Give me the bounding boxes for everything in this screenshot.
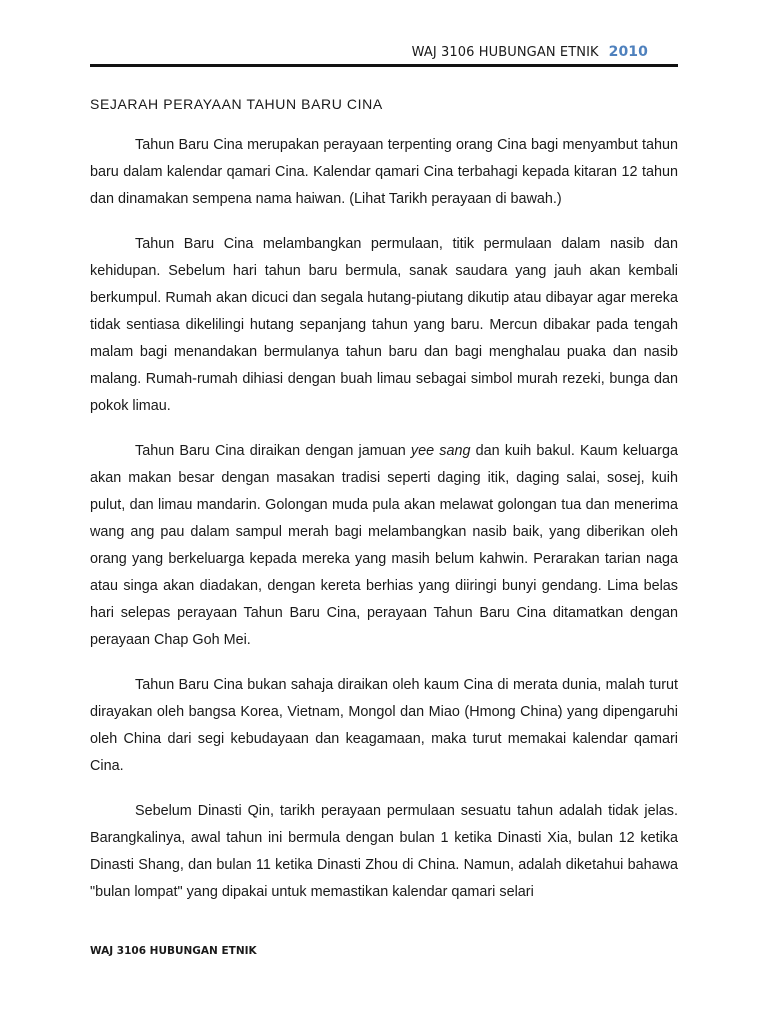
paragraph-3-start: Tahun Baru Cina diraikan dengan jamuan bbox=[135, 443, 411, 459]
document-body bbox=[90, 132, 678, 924]
paragraph-3-italic: yee sang bbox=[410, 443, 471, 459]
page-header bbox=[412, 44, 648, 60]
header-year: 2010 bbox=[608, 44, 648, 60]
paragraph-2: Tahun Baru Cina melambangkan permulaan, titik permulaan dalam nasib dan kehidupan. Sebelum hari tahun baru bermula, sanak saudara yang jauh akan kembali berkumpul. Rumah akan dicuci dan segala hutang-piutang dikutip atau dibayar agar mereka tidak sentiasa dikelilingi hutang sepanjang tahun yang baru. Mercun dibakar pada tengah malam bagi menandakan bermulanya tahun baru dan bagi menghalau puaka dan nasib malang. Rumah-rumah dihiasi dengan buah limau sebagai simbol murah rezeki, bunga dan pokok limau. bbox=[90, 236, 678, 414]
paragraph-3-end: dan kuih bakul. Kaum keluarga akan makan besar dengan masakan tradisi seperti daging itik, daging salai, sosej, kuih pulut, dan limau mandarin. Golongan muda pula akan melawat golongan tua dan menerima wang ang pau dalam sampul merah bagi melambangkan nasib baik, yang diberikan oleh orang yang berkeluarga kepada mereka yang masih belum kahwin. Perarakan tarian naga atau singa akan diadakan, dengan kereta berhias yang diiringi bunyi gendang. Lima belas hari selepas perayaan Tahun Baru Cina, perayaan Tahun Baru Cina ditamatkan dengan perayaan Chap Goh Mei. bbox=[90, 443, 678, 648]
paragraph-5: Sebelum Dinasti Qin, tarikh perayaan permulaan sesuatu tahun adalah tidak jelas. Barangkalinya, awal tahun ini bermula dengan bulan 1 ketika Dinasti Xia, bulan 12 ketika Dinasti Shang, dan bulan 11 ketika Dinasti Zhou di China. Namun, adalah diketahui bahawa "bulan lompat" yang dipakai untuk memastikan kalendar qamari selari bbox=[90, 803, 678, 900]
paragraph-3 bbox=[90, 438, 678, 654]
paragraph-4: Tahun Baru Cina bukan sahaja diraikan oleh kaum Cina di merata dunia, malah turut dirayakan oleh bangsa Korea, Vietnam, Mongol dan Miao (Hmong China) yang dipengaruhi oleh China dari segi kebudayaan dan keagamaan, maka turut memakai kalendar qamari Cina. bbox=[90, 677, 678, 774]
header-course: WAJ 3106 HUBUNGAN ETNIK bbox=[411, 45, 599, 60]
paragraph-1: Tahun Baru Cina merupakan perayaan terpenting orang Cina bagi menyambut tahun baru dalam kalendar qamari Cina. Kalendar qamari Cina terbahagi kepada kitaran 12 tahun dan dinamakan sempena nama haiwan. (Lihat Tarikh perayaan di bawah.) bbox=[90, 137, 678, 207]
header-rule bbox=[90, 64, 678, 67]
page-title: SEJARAH PERAYAAN TAHUN BARU CINA bbox=[90, 96, 383, 112]
page-footer: WAJ 3106 HUBUNGAN ETNIK bbox=[90, 945, 257, 957]
